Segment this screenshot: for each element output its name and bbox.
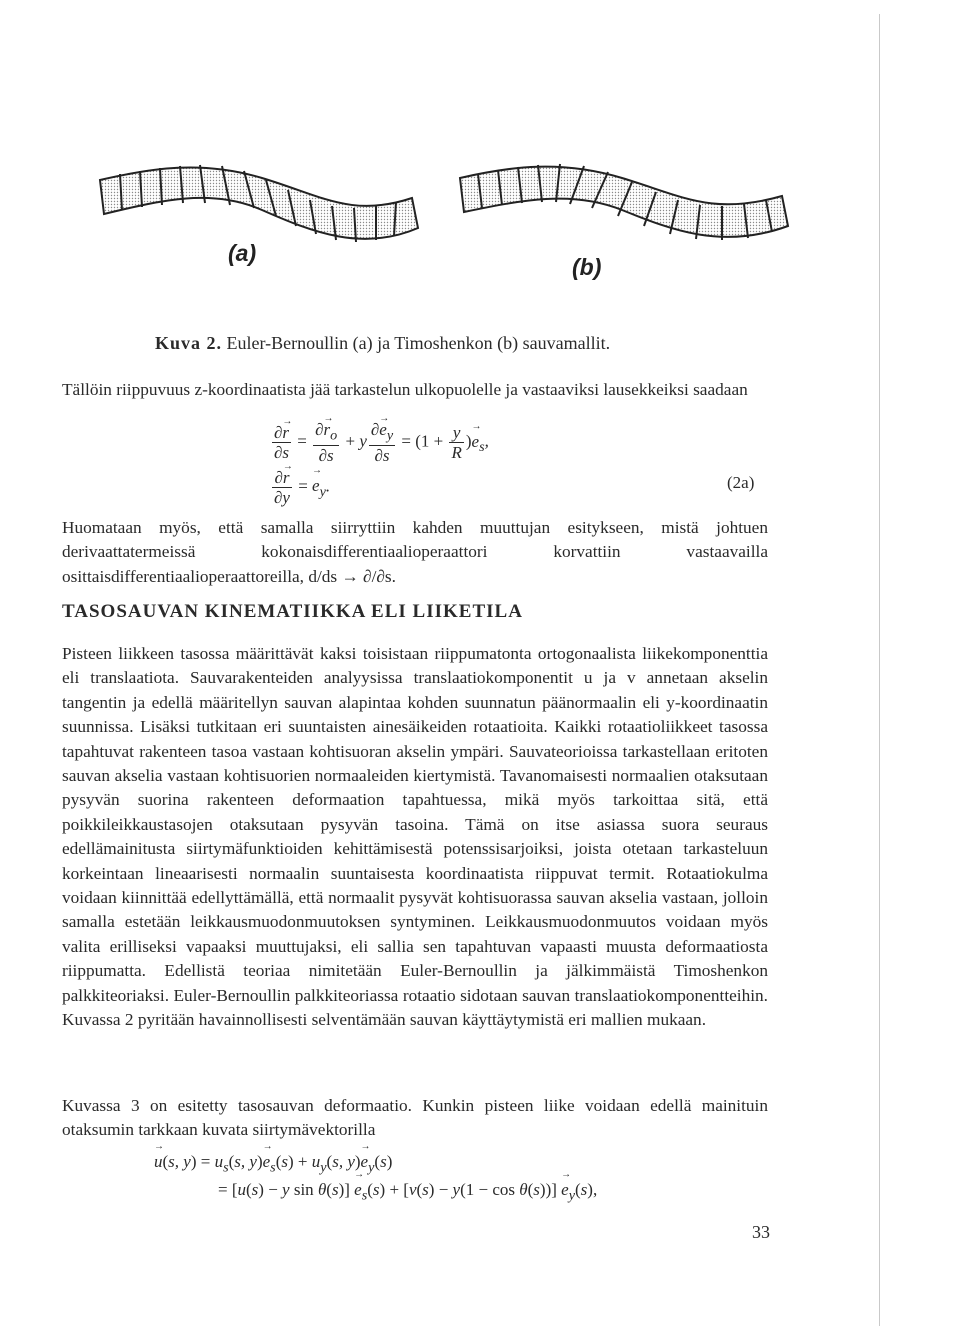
body-paragraph: Pisteen liikkeen tasossa määrittävät kaksi toisistaan riippumatonta ortogonaalista liikekomponenttia eli translaatiota. Sauvarakenteiden analyysissa translaatiokomponentit u ja v annetaan akselin tangentin ja edellä määritellyn sauvan alapintaa kohden suunnatun päänormaalin eli y-koordinaatin suunnissa. Lisäksi tutkitaan eri suuntaisten ainesäikeiden rotaatioita. Kaikki rotaatioliikkeet tasossa tapahtuvat rakenteen tasoa vastaan kohtisuoran akselin ympäri. Sauvateorioissa tarkastellaan eritoten sauvan akselia vastaan kohtisuorien normaaleiden kiertymistä. Tavanomaisesti normaalien otaksutaan pysyvän suorina rakenteen deformaation tapahtuessa, mikä myös tarkoittaa sitä, että poikkileikkaustasojen otaksutaan pysyvän tasoina. Tämä on itse asiassa suora seuraus edellämainitusta siirtymäfunktioiden kehittämisestä potenssisarjoiksi, joista otetaan tarkasteluun korkeintaan lineaarisesti normaalin suuntaisesta koordinaatista riippuvat termit. Rotaatiokulma voidaan kiinnittää edellyttämällä, että normaalit pysyvät kohtisuorassa sauvan akselia vastaan, jolloin samalla estetään leikkausmuodonmuutoksen syntyminen. Leikkausmuodonmuutos voidaan myös valita erilliseksi vapaaksi muuttujaksi, eli sallia sen tapahtuvan vapaasti muusta deformaatiosta riippumatta. Edellistä teoriaa nimitetään Euler-Bernoullin ja jälkimmäistä Timoshenkon palkkiteoriaksi. Euler-Bernoullin palkkiteoriassa rotaatio sidotaan sauvan translaatiokomponentteihin. Kuvassa 2 pyritään havainnollisesti selventämään sauvan käyttäytymistä eri mallien mukaan. bbox=[62, 644, 768, 1030]
equation-number-2a: (2a) bbox=[727, 473, 755, 492]
beam-b-timoshenko bbox=[460, 164, 788, 240]
equation-2a-line-2: $\frac{\partial r \to}{\partial y}$ = $e \to_y$. bbox=[270, 468, 330, 507]
displacement-equation-line-1: u →(s, $y) = u_s(s$, $y)e \to_s(s) + u_y(s$, $y)e \to_y(s)$ bbox=[154, 1152, 392, 1176]
section-heading: TASOSAUVAN KINEMATIIKKA ELI LIIKETILA bbox=[62, 601, 523, 622]
intro-paragraph: Tällöin riippuvuus z-koordinaatista jää tarkastelun ulkopuolelle ja vastaaviksi lausekkeiksi saadaan bbox=[62, 380, 748, 399]
caption-text: Euler-Bernoullin (a) ja Timoshenkon (b) sauvamallit. bbox=[226, 333, 611, 353]
closing-paragraph: Kuvassa 3 on esitetty tasosauvan deformaatio. Kunkin pisteen liike voidaan edellä mainituin otaksumin tarkkaan kuvata siirtymävektorilla bbox=[62, 1096, 768, 1140]
page-margin-rule bbox=[879, 14, 880, 1326]
beam-figure bbox=[92, 158, 812, 298]
page-number: 33 bbox=[752, 1222, 770, 1242]
beam-a-euler-bernoulli bbox=[100, 165, 418, 242]
figure-label-a: (a) bbox=[228, 240, 257, 266]
equation-2a-line-1: $\frac{\partial r \to}{\partial s}$ = $\frac{\partial r \to_o}{\partial s}$ + y $\frac{\partial e \to_y}{\partial s}$ = (1 + $\frac{y}{R}$ )$e \to_s$, bbox=[270, 420, 489, 465]
caption-label: Kuva 2. bbox=[155, 333, 223, 353]
displacement-equation-line-2: = [u(s) − y sin θ(s)] $e \to_s(s) + [v(s) - y(1 - \cos \theta(s))]$ $e \to_y(s)$, bbox=[218, 1180, 597, 1204]
beam-drawing bbox=[92, 158, 812, 298]
paragraph-after-equation: Huomataan myös, että samalla siirryttiin kahden muuttujan esitykseen, mistä johtuen derivaattatermeissä kokonaisdifferentiaalioperaattori korvattiin vastaavailla osittaisdifferentiaalioperaattoreilla, d/ds → ∂/∂s. bbox=[62, 518, 768, 586]
figure-caption bbox=[155, 333, 610, 354]
figure-label-b: (b) bbox=[572, 254, 602, 280]
